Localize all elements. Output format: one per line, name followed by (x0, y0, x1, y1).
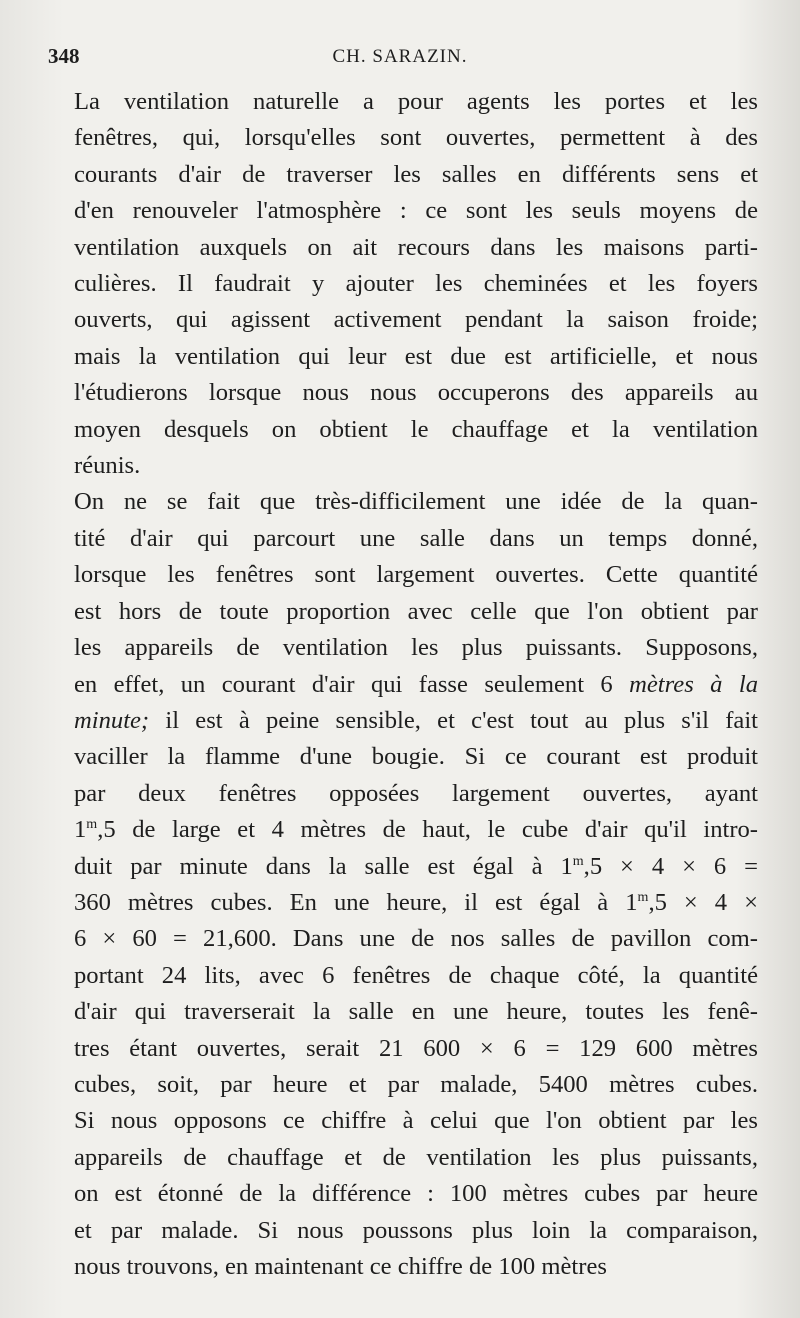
text-line: les appareils de ventilation les plus puissants. Supposons, (74, 634, 758, 662)
text-line: fenêtres, qui, lorsqu'elles sont ouvertes, permettent à des (74, 124, 758, 152)
superscript: m (86, 816, 98, 832)
superscript: m (637, 889, 649, 905)
text-line: ouverts, qui agissent activement pendant la saison froide; (74, 306, 758, 334)
superscript: m (572, 853, 584, 869)
text-line: ventilation auxquels on ait recours dans les maisons parti- (74, 233, 758, 261)
text-line (48, 812, 758, 848)
text-line: portant 24 lits, avec 6 fenêtres de chaque côté, la quantité (74, 961, 758, 989)
text-line: lorsque les fenêtres sont largement ouvertes. Cette quantité (74, 561, 758, 589)
text-run: il est à peine sensible, et c'est tout au plus s'il fait (149, 706, 758, 734)
page-number: 348 (48, 44, 80, 68)
italic-text: minute; (74, 706, 150, 734)
text-line: courants d'air de traverser les salles en différents sens et (74, 160, 758, 188)
text-line: tité d'air qui parcourt une salle dans un temps donné, (74, 524, 758, 552)
text-line: cubes, soit, par heure et par malade, 5400 mètres cubes. (74, 1070, 758, 1098)
text-line: 6 × 60 = 21,600. Dans une de nos salles de pavillon com- (74, 925, 758, 953)
paragraph (48, 84, 758, 484)
text-line: et par malade. Si nous poussons plus loin la comparaison, (74, 1216, 758, 1244)
text-line: par deux fenêtres opposées largement ouvertes, ayant (74, 779, 758, 807)
text-line: l'étudierons lorsque nous nous occuperons des appareils au (74, 379, 758, 407)
text-line: tres étant ouvertes, serait 21 600 × 6 = 129 600 mètres (74, 1034, 758, 1062)
text-line (48, 849, 758, 885)
text-line: mais la ventilation qui leur est due est artificielle, et nous (74, 342, 758, 370)
text-run: ,5 de large et 4 mètres de haut, le cube d'air qu'il intro- (97, 816, 758, 844)
text-run: ,5 × 4 × (648, 888, 758, 916)
page-header (48, 44, 752, 74)
text-run: 360 mètres cubes. En une heure, il est égal à 1 (74, 888, 638, 916)
text-line: On ne se fait que très-difficilement une idée de la quan- (74, 488, 758, 516)
text-line: nous trouvons, en maintenant ce chiffre de 100 mètres (74, 1253, 607, 1280)
text-line: moyen desquels on obtient le chauffage et la ventilation (74, 415, 758, 443)
text-run: en effet, un courant d'air qui fasse seulement 6 (74, 670, 630, 698)
running-head: CH. SARAZIN. (332, 46, 468, 67)
italic-text: mètres à la (629, 670, 758, 698)
paragraph (48, 484, 758, 1285)
body-text (48, 84, 758, 1285)
text-line: on est étonné de la différence : 100 mètres cubes par heure (74, 1180, 758, 1208)
text-run: 1 (74, 816, 87, 844)
text-line (48, 667, 758, 703)
text-line: d'en renouveler l'atmosphère : ce sont les seuls moyens de (74, 197, 758, 225)
text-line: appareils de chauffage et de ventilation les plus puissants, (74, 1143, 758, 1171)
text-line: Si nous opposons ce chiffre à celui que l'on obtient par les (74, 1107, 758, 1135)
text-line: réunis. (74, 452, 141, 480)
text-line: vaciller la flamme d'une bougie. Si ce courant est produit (74, 743, 758, 771)
text-line: d'air qui traverserait la salle en une heure, toutes les fenê- (74, 998, 758, 1026)
text-line: culières. Il faudrait y ajouter les cheminées et les foyers (74, 270, 758, 298)
text-run: duit par minute dans la salle est égal à 1 (74, 852, 573, 880)
text-run: ,5 × 4 × 6 = (583, 852, 758, 880)
text-line (48, 885, 758, 921)
text-line: est hors de toute proportion avec celle que l'on obtient par (74, 597, 758, 625)
text-line: La ventilation naturelle a pour agents les portes et les (74, 88, 758, 115)
text-line (48, 703, 758, 739)
